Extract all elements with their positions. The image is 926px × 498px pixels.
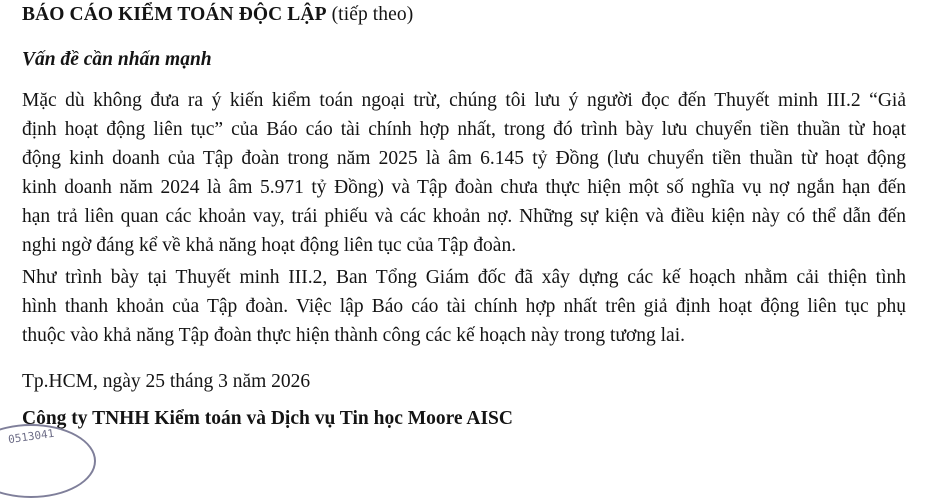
report-title-main: BÁO CÁO KIỂM TOÁN ĐỘC LẬP: [22, 4, 327, 25]
paragraph-emphasis: [22, 86, 906, 260]
report-title: [22, 2, 413, 28]
company-name: Công ty TNHH Kiểm toán và Dịch vụ Tin học Moore AISC: [22, 408, 513, 429]
paragraph-line: nghi ngờ đáng kể về khả năng hoạt động liên tục của Tập đoàn.: [22, 235, 517, 256]
paragraph-line: động kinh doanh của Tập đoàn trong năm 2025 là âm 6.145 tỷ Đồng (lưu chuyển tiền thuần từ hoạt động: [22, 148, 906, 169]
section-heading: Vấn đề cần nhấn mạnh: [22, 49, 212, 70]
seal-number: 0513041: [7, 426, 56, 447]
place-date: Tp.HCM, ngày 25 tháng 3 năm 2026: [22, 371, 311, 392]
paragraph-line: hạn trả liên quan các khoản vay, trái phiếu và các khoản nợ. Những sự kiện và điều kiện này có thể dẫn đến: [22, 206, 906, 227]
paragraph-plans: [22, 263, 906, 350]
paragraph-line: Như trình bày tại Thuyết minh III.2, Ban Tổng Giám đốc đã xây dựng các kế hoạch nhằm cải thiện tình: [22, 267, 906, 288]
paragraph-line: hình thanh khoản của Tập đoàn. Việc lập Báo cáo tài chính hợp nhất trên giả định hoạt động liên tục phụ: [22, 296, 906, 317]
paragraph-line: định hoạt động liên tục” của Báo cáo tài chính hợp nhất, trong đó trình bày lưu chuyển tiền thuần từ hoạt: [22, 119, 906, 140]
report-title-suffix: (tiếp theo): [326, 4, 414, 25]
paragraph-line: Mặc dù không đưa ra ý kiến kiểm toán ngoại trừ, chúng tôi lưu ý người đọc đến Thuyết minh III.2 “Giả: [22, 90, 906, 111]
paragraph-line: thuộc vào khả năng Tập đoàn thực hiện thành công các kế hoạch này trong tương lai.: [22, 325, 686, 346]
paragraph-line: kinh doanh năm 2024 là âm 5.971 tỷ Đồng) và Tập đoàn chưa thực hiện một số nghĩa vụ nợ ngắn hạn đến: [22, 177, 906, 198]
official-seal: [0, 424, 96, 498]
